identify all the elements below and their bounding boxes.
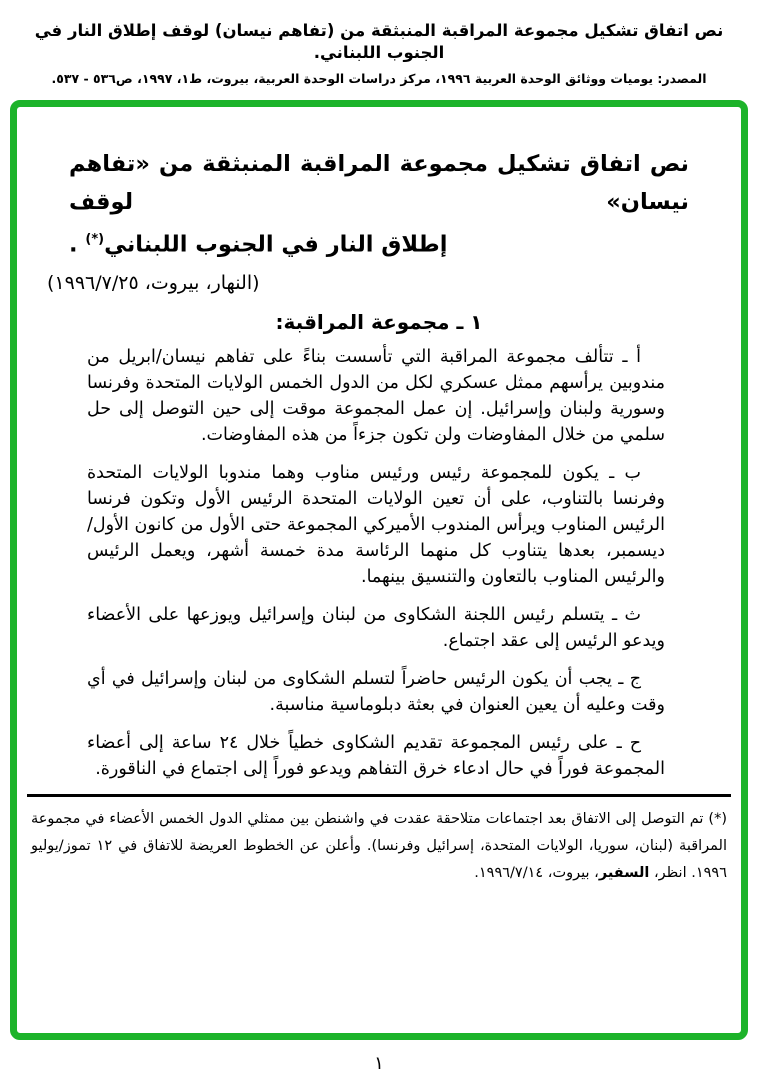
footnote bbox=[31, 806, 727, 887]
paragraph-th: ث ـ يتسلم رئيس اللجنة الشكاوى من لبنان وإسرائيل ويوزعها على الأعضاء ويدعو الرئيس إلى عقد اجتماع. bbox=[87, 604, 665, 651]
footnote-divider bbox=[27, 794, 731, 797]
document-header bbox=[0, 0, 758, 86]
publication-byline: (النهار، بيروت، ١٩٩٦/٧/٢٥) bbox=[47, 271, 260, 294]
agreement-title-line2 bbox=[69, 221, 689, 264]
agreement-title-line2-text: إطلاق النار في الجنوب اللبناني bbox=[104, 231, 448, 258]
paragraph-j: ج ـ يجب أن يكون الرئيس حاضراً لتسلم الشكاوى من لبنان وإسرائيل في أي وقت وعليه أن يعين العنوان في بعثة دبلوماسية مناسبة. bbox=[87, 668, 665, 715]
agreement-body bbox=[87, 344, 665, 782]
paragraph-a: أ ـ تتألف مجموعة المراقبة التي تأسست بناءً على تفاهم نيسان/ابريل من مندوبين يرأسهم ممثل عسكري لكل من الدول الخمس الولايات المتحدة وفرنسا وسورية ولبنان وإسرائيل. إن عمل المجموعة موقت إلى حين التوصل إلى حل سلمي من خلال المفاوضات ولن تكون جزءاً من هذه المفاوضات. bbox=[87, 346, 665, 445]
footnote-tail: ، بيروت، ١٩٩٦/٧/١٤. bbox=[474, 864, 599, 881]
footnote-reference-marker: (*) bbox=[85, 232, 105, 247]
title-end-period: . bbox=[69, 231, 86, 258]
page-number: ١ bbox=[374, 1053, 384, 1074]
agreement-title bbox=[69, 145, 689, 264]
footnote-source-name: السفير bbox=[598, 864, 650, 881]
paragraph-b: ب ـ يكون للمجموعة رئيس ورئيس مناوب وهما مندوبا الولايات المتحدة وفرنسا بالتناوب، على أن تعين الولايات المتحدة الرئيس الأول وتكون فرنسا الرئيس المناوب ويرأس المندوب الأميركي المجموعة حتى الأول من كانون الأول/ديسمبر، بعدها يتناوب كل منهما الرئاسة مدة خمسة أشهر، ويعمل الرئيس والرئيس المناوب بالتعاون والتنسيق بينهما. bbox=[87, 462, 665, 587]
footnote-text: (*) تم التوصل إلى الاتفاق بعد اجتماعات متلاحقة عقدت في واشنطن بين ممثلي الدول الخمس الأعضاء في مجموعة المراقبة (لبنان، سوريا، الولايات المتحدة، إسرائيل وفرنسا). وأعلن عن الخطوط العريضة للاتفاق في ١٢ تموز/يوليو ١٩٩٦. انظر، bbox=[31, 810, 727, 881]
paragraph-h: ح ـ على رئيس المجموعة تقديم الشكاوى خطياً خلال ٢٤ ساعة إلى أعضاء المجموعة فوراً في حال ادعاء خرق التفاهم ويدعو فوراً إلى اجتماع في الناقورة. bbox=[87, 732, 665, 779]
section-heading: ١ ـ مجموعة المراقبة: bbox=[275, 309, 483, 334]
document-frame bbox=[10, 100, 748, 1040]
agreement-title-line1: نص اتفاق تشكيل مجموعة المراقبة المنبثقة من «تفاهم نيسان» لوقف bbox=[69, 151, 689, 215]
header-source-line: المصدر: يوميات ووثائق الوحدة العربية ١٩٩٦، مركز دراسات الوحدة العربية، بيروت، ط١، ١٩٩٧، ص٥٣٦ - ٥٣٧. bbox=[51, 71, 707, 86]
header-title: نص اتفاق تشكيل مجموعة المراقبة المنبثقة من (تفاهم نيسان) لوقف إطلاق النار في الجنوب اللبناني. bbox=[34, 21, 724, 62]
